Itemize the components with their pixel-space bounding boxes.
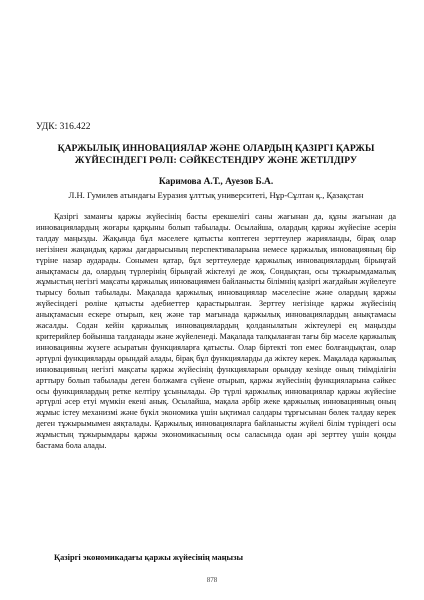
article-title: ҚАРЖЫЛЫҚ ИННОВАЦИЯЛАР ЖӘНЕ ОЛАРДЫҢ ҚАЗІРГІ ҚАРЖЫ ЖҮЙЕСІНДЕГІ РӨЛІ: СӘЙКЕСТЕНДІРУ ЖӘНЕ ЖЕТІЛДІРУ	[57, 143, 375, 166]
abstract-paragraph: Қазіргі заманғы қаржы жүйесінің басты ерекшелігі саны жағынан да, құны жағынан да инновациялардың жоғары қарқыны болып табылады. Осылайша, олардың қаржы жүйесіне әсерін талдау маңызды. Жақында бұл мәселеге қатысты көптеген зерттеулер жарияланды, бірақ олар негізінен жаңандық қаржы дағдарысының перспективаларына немесе қаржылық инновацияның бір түріне назар аударады. Сонымен қатар, бұл зерттеулерде қаржылық инновациялардың бірыңғай анықтамасы да, олардың түрлерінің бірыңғай жіктелуі де жоқ. Сондықтан, осы тұжырымдамалық жұмыстың негізгі мақсаты қаржылық инновациямен байланысты білімнің қазіргі жағдайын жүйелеуге тырысу болып табылады. Мақалада қаржылық инновациялар мәселесіне және олардың қаржы жүйесіндегі рөліне қатысты әдебиеттер қарастырылған. Зерттеу негізінде қаржы жүйесінің анықтамасын ескере отырып, кең және тар мағынада қаржылық инновациялардың анықтамасы жасалды. Содан кейін қаржылық инновациялардың қолданылатын жіктеулері ең маңызды критерийлер бойынша талданады және жүйеленеді. Мақалада талқыланған тағы бір мәселе қаржылық инновацияны жүзеге асыратын функцияларға қатысты. Олар біртекті топ емес болғандықтан, олар әртүрлі функцияларды орындай алады, бірақ бұл функцияларды да жіктеу керек. Мақалада қаржылық инновацияның негізгі мақсаты қаржы жүйесінің функцияларын орындау кезінде оның тиімділігін арттыру болып табылады деген болжамға сүйене отырып, қаржы жүйесінің функцияларына сәйкес осы функциялардың ретке келтіру ұсынылады. Әр түрлі қаржылық инновациялар қаржы жүйесіне әртүрлі әсер етуі мүмкін екені анық. Осылайша, мақала әрбір жеке қаржылық инновацияның оның жұмыс істеу механизмі және бүкіл экономика үшін ықтимал салдары тұрғысынан бөлек талдау керек деген тұжырымымен аяқталады. Қаржылық инновацияларға байланысты жүйелі білім түріндегі осы жұмыстың тұжырымдары қаржы экономикасының осы саласында одан әрі зерттеу үшін қоңды бастама бола алады.	[36, 212, 396, 451]
udc-code: УДК: 316.422	[36, 122, 91, 132]
author-affiliation: Л.Н. Гумилев атындағы Еуразия ұлттық университеті, Нұр-Сұлтан қ., Қазақстан	[68, 190, 364, 200]
article-authors: Каримова А.Т., Ауезов Б.А.	[158, 177, 274, 187]
page-number: 878	[206, 576, 218, 584]
section-heading: Қазіргі экономикадағы қаржы жүйесінің маңызы	[54, 553, 243, 562]
